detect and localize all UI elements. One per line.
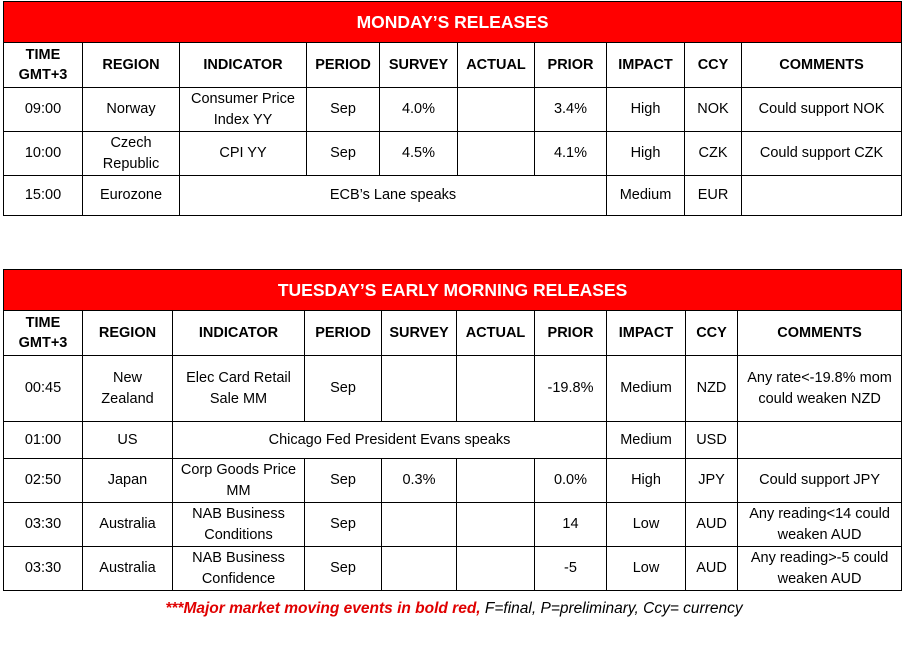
cell-comments: Could support CZK: [742, 132, 902, 176]
cell-period: Sep: [305, 356, 382, 422]
header-ccy: CCY: [686, 311, 738, 356]
cell-survey: [382, 356, 457, 422]
header-indicator: INDICATOR: [173, 311, 305, 356]
cell-impact: High: [607, 132, 685, 176]
cell-time: 02:50: [4, 459, 83, 503]
cell-comments: Any reading>-5 could weaken AUD: [738, 547, 902, 591]
cell-impact: Low: [607, 503, 686, 547]
cell-region: Eurozone: [83, 176, 180, 216]
table-row: [4, 422, 902, 459]
cell-prior: -5: [535, 547, 607, 591]
cell-prior: 4.1%: [535, 132, 607, 176]
header-prior: PRIOR: [535, 43, 607, 88]
cell-comments: Could support NOK: [742, 88, 902, 132]
cell-event: Chicago Fed President Evans speaks: [173, 422, 607, 459]
cell-comments: Any reading<14 could weaken AUD: [738, 503, 902, 547]
cell-prior: 0.0%: [535, 459, 607, 503]
header-actual: ACTUAL: [458, 43, 535, 88]
cell-comments: [742, 176, 902, 216]
cell-ccy: NOK: [685, 88, 742, 132]
table-row: [4, 547, 902, 591]
cell-actual: [458, 132, 535, 176]
cell-comments: [738, 422, 902, 459]
table-row: [4, 503, 902, 547]
cell-region: US: [83, 422, 173, 459]
monday-releases-table: [3, 1, 902, 216]
cell-region: Australia: [83, 547, 173, 591]
header-comments: COMMENTS: [742, 43, 902, 88]
monday-header-row: [4, 43, 902, 88]
tuesday-releases-table: [3, 269, 902, 591]
header-time: TIME GMT+3: [4, 43, 83, 88]
cell-survey: 0.3%: [382, 459, 457, 503]
cell-actual: [457, 356, 535, 422]
table-row: [4, 176, 902, 216]
cell-ccy: CZK: [685, 132, 742, 176]
cell-ccy: USD: [686, 422, 738, 459]
cell-comments: Could support JPY: [738, 459, 902, 503]
cell-period: Sep: [305, 547, 382, 591]
cell-impact: Medium: [607, 356, 686, 422]
cell-ccy: EUR: [685, 176, 742, 216]
table-row: [4, 88, 902, 132]
cell-period: Sep: [305, 503, 382, 547]
cell-indicator: NAB Business Confidence: [173, 547, 305, 591]
cell-time: 03:30: [4, 547, 83, 591]
cell-survey: [382, 547, 457, 591]
cell-ccy: AUD: [686, 503, 738, 547]
cell-indicator: NAB Business Conditions: [173, 503, 305, 547]
cell-survey: 4.0%: [380, 88, 458, 132]
header-period: PERIOD: [307, 43, 380, 88]
footer-note: [0, 600, 908, 618]
header-time: TIME GMT+3: [4, 311, 83, 356]
header-region: REGION: [83, 43, 180, 88]
cell-impact: Low: [607, 547, 686, 591]
cell-actual: [457, 547, 535, 591]
footer-major-events: ***Major market moving events in bold red,: [165, 600, 481, 617]
cell-ccy: NZD: [686, 356, 738, 422]
cell-indicator: CPI YY: [180, 132, 307, 176]
cell-region: Australia: [83, 503, 173, 547]
cell-impact: High: [607, 88, 685, 132]
header-region: REGION: [83, 311, 173, 356]
cell-indicator: Consumer Price Index YY: [180, 88, 307, 132]
cell-prior: -19.8%: [535, 356, 607, 422]
cell-region: New Zealand: [83, 356, 173, 422]
header-prior: PRIOR: [535, 311, 607, 356]
cell-actual: [458, 88, 535, 132]
footer-legend: F=final, P=preliminary, Ccy= currency: [480, 600, 743, 617]
table-row: [4, 459, 902, 503]
cell-period: Sep: [307, 88, 380, 132]
header-impact: IMPACT: [607, 311, 686, 356]
cell-period: Sep: [307, 132, 380, 176]
cell-time: 00:45: [4, 356, 83, 422]
cell-survey: 4.5%: [380, 132, 458, 176]
header-survey: SURVEY: [380, 43, 458, 88]
cell-time: 03:30: [4, 503, 83, 547]
header-survey: SURVEY: [382, 311, 457, 356]
cell-period: Sep: [305, 459, 382, 503]
cell-comments: Any rate<-19.8% mom could weaken NZD: [738, 356, 902, 422]
cell-actual: [457, 503, 535, 547]
cell-impact: Medium: [607, 176, 685, 216]
cell-time: 10:00: [4, 132, 83, 176]
cell-event: ECB’s Lane speaks: [180, 176, 607, 216]
cell-region: Japan: [83, 459, 173, 503]
cell-survey: [382, 503, 457, 547]
tuesday-title: TUESDAY’S EARLY MORNING RELEASES: [4, 270, 902, 311]
cell-region: Norway: [83, 88, 180, 132]
header-ccy: CCY: [685, 43, 742, 88]
cell-indicator: Elec Card Retail Sale MM: [173, 356, 305, 422]
cell-ccy: JPY: [686, 459, 738, 503]
cell-ccy: AUD: [686, 547, 738, 591]
cell-indicator: Corp Goods Price MM: [173, 459, 305, 503]
table-row: [4, 356, 902, 422]
cell-actual: [457, 459, 535, 503]
cell-region: Czech Republic: [83, 132, 180, 176]
cell-prior: 3.4%: [535, 88, 607, 132]
cell-time: 01:00: [4, 422, 83, 459]
monday-title: MONDAY’S RELEASES: [4, 2, 902, 43]
header-impact: IMPACT: [607, 43, 685, 88]
header-indicator: INDICATOR: [180, 43, 307, 88]
cell-time: 15:00: [4, 176, 83, 216]
cell-impact: High: [607, 459, 686, 503]
header-actual: ACTUAL: [457, 311, 535, 356]
header-comments: COMMENTS: [738, 311, 902, 356]
table-row: [4, 132, 902, 176]
tuesday-header-row: [4, 311, 902, 356]
cell-time: 09:00: [4, 88, 83, 132]
cell-prior: 14: [535, 503, 607, 547]
cell-impact: Medium: [607, 422, 686, 459]
header-period: PERIOD: [305, 311, 382, 356]
